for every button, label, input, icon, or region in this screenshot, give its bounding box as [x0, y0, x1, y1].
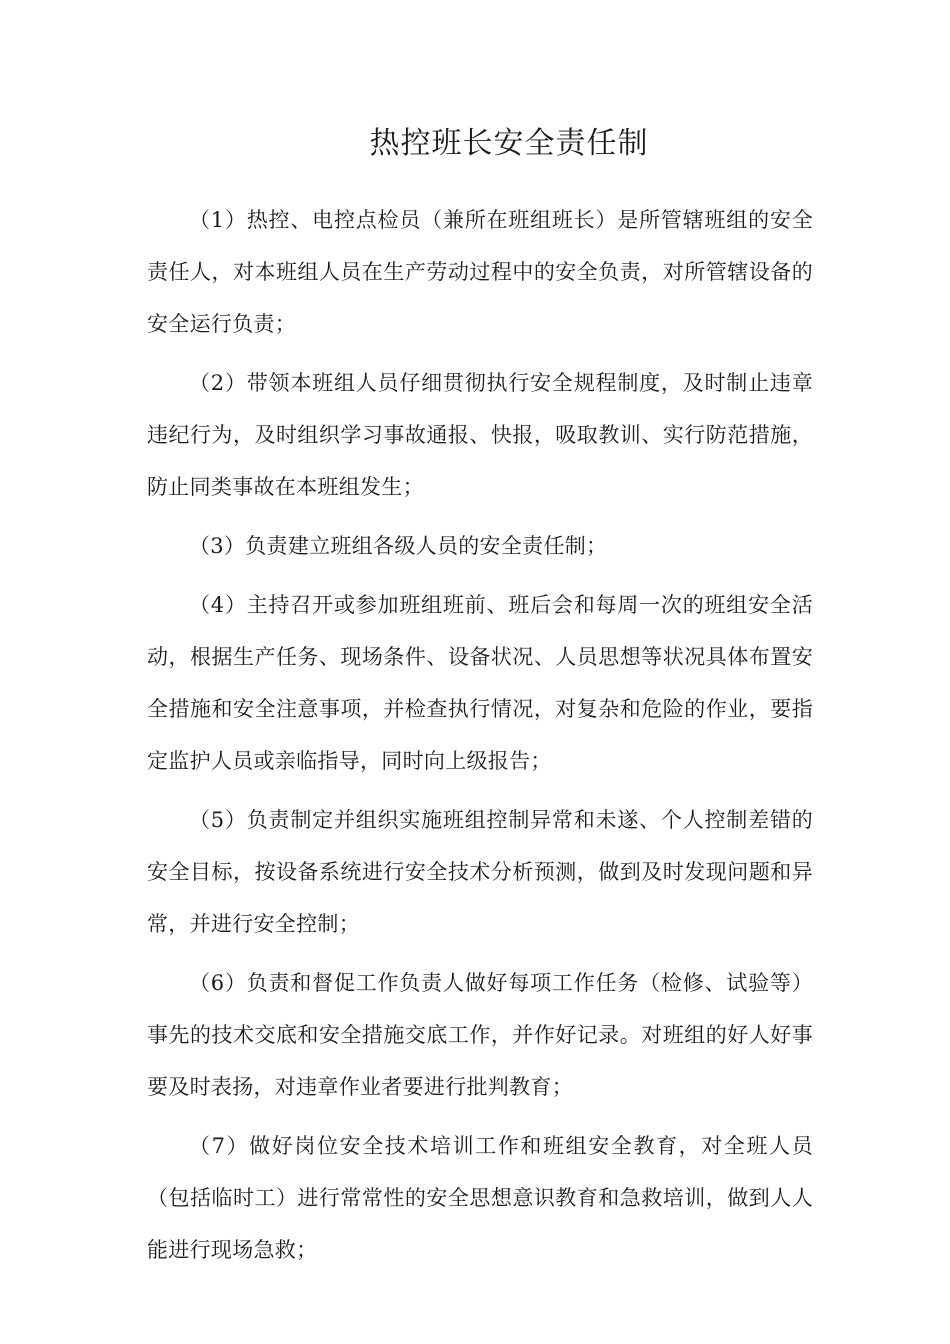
paragraph-6: （6）负责和督促工作负责人做好每项工作任务（检修、试验等）事先的技术交底和安全措施交底工作，并作好记录。对班组的好人好事要及时表扬，对违章作业者要进行批判教育；: [147, 971, 813, 1099]
paragraph-5: （5）负责制定并组织实施班组控制异常和未遂、个人控制差错的安全目标，按设备系统进行安全技术分析预测，做到及时发现问题和异常，并进行安全控制；: [147, 808, 813, 936]
document-title: 热控班长安全责任制: [369, 126, 649, 161]
document-body: [147, 194, 813, 1283]
paragraph-4: （4）主持召开或参加班组班前、班后会和每周一次的班组安全活动，根据生产任务、现场条件、设备状况、人员思想等状况具体布置安全措施和安全注意事项，并检查执行情况，对复杂和危险的作业，要指定监护人员或亲临指导，同时向上级报告；: [147, 593, 813, 773]
paragraph-1: （1）热控、电控点检员（兼所在班组班长）是所管辖班组的安全责任人，对本班组人员在生产劳动过程中的安全负责，对所管辖设备的安全运行负责；: [147, 208, 813, 336]
paragraph-7: （7）做好岗位安全技术培训工作和班组安全教育，对全班人员（包括临时工）进行常常性的安全思想意识教育和急救培训，做到人人能进行现场急救；: [147, 1134, 813, 1262]
paragraph-2: （2）带领本班组人员仔细贯彻执行安全规程制度，及时制止违章违纪行为，及时组织学习事故通报、快报，吸取教训、实行防范措施，防止同类事故在本班组发生；: [147, 371, 813, 499]
paragraph-3: （3）负责建立班组各级人员的安全责任制；: [189, 534, 608, 558]
